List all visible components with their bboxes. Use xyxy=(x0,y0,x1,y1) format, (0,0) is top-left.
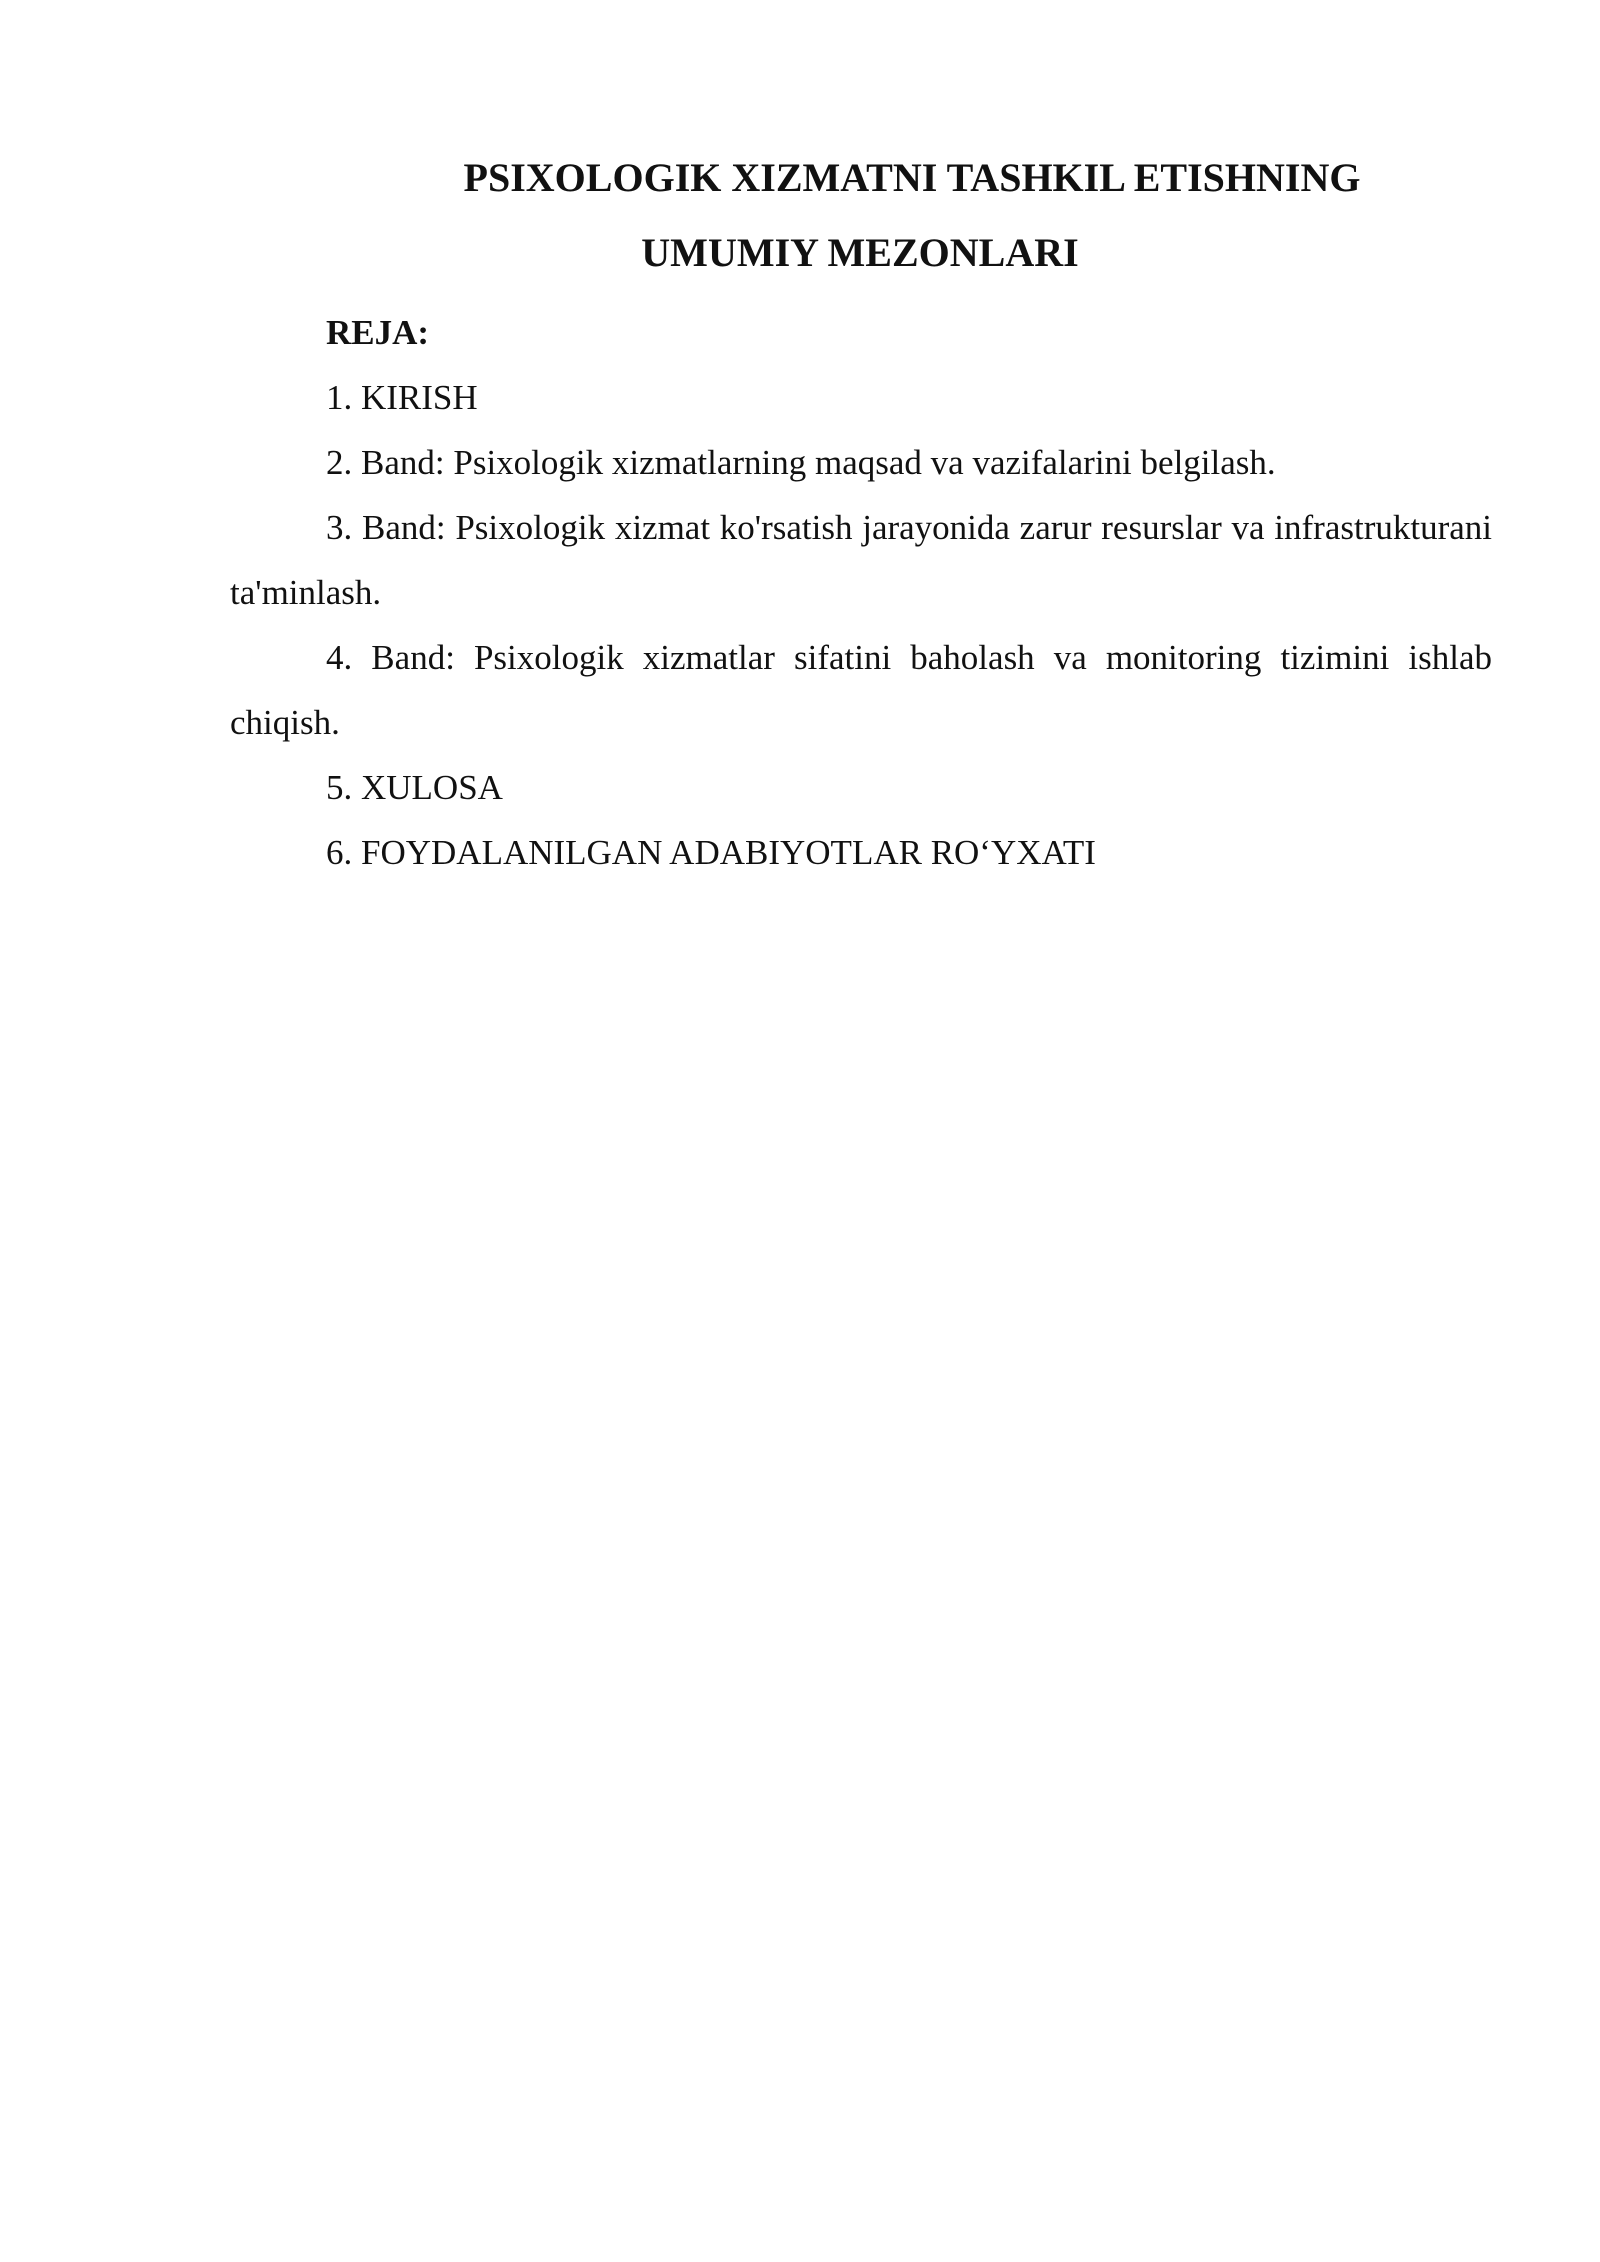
document-title-line-2: UMUMIY MEZONLARI xyxy=(641,230,1079,275)
plan-item-5: 5. XULOSA xyxy=(326,768,503,807)
plan-heading: REJA: xyxy=(326,313,430,352)
document-title-line-1: PSIXOLOGIK XIZMATNI TASHKIL ETISHNING xyxy=(463,155,1361,200)
plan-section xyxy=(230,300,1492,885)
plan-item-6: 6. FOYDALANILGAN ADABIYOTLAR RO‘YXATI xyxy=(326,833,1096,872)
plan-item-3: 3. Band: Psixologik xizmat ko'rsatish jarayonida zarur resurslar va infrastrukturani ta'minlash. xyxy=(230,508,1492,612)
plan-item-4: 4. Band: Psixologik xizmatlar sifatini baholash va monitoring tizimini ishlab chiqish. xyxy=(230,638,1492,742)
plan-item-1: 1. KIRISH xyxy=(326,378,478,417)
plan-item-2: 2. Band: Psixologik xizmatlarning maqsad va vazifalarini belgilash. xyxy=(326,443,1276,482)
